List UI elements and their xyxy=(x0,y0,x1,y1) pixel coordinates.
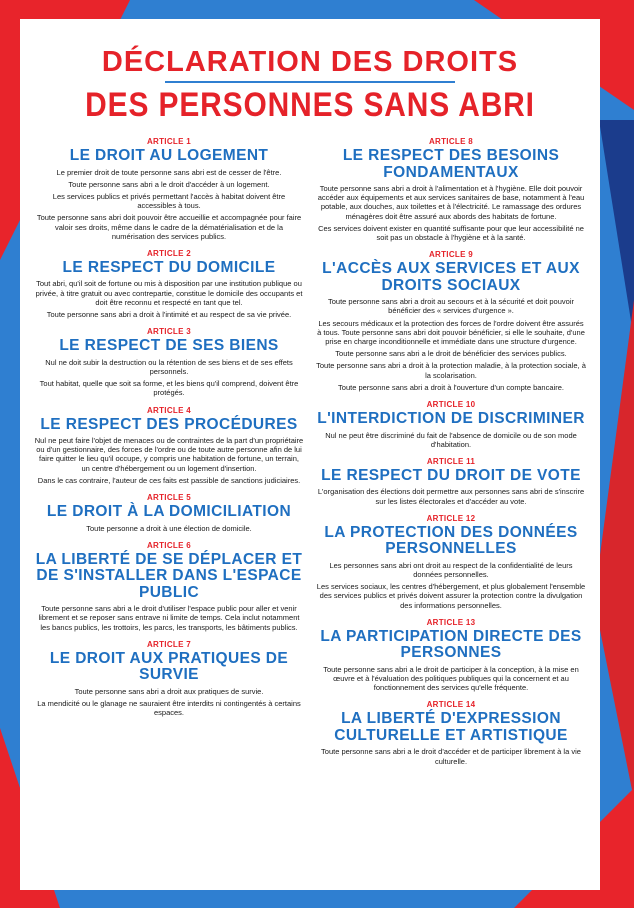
article xyxy=(316,137,586,242)
title-line-2: DES PERSONNES SANS ABRI xyxy=(85,86,535,124)
article-number: ARTICLE 7 xyxy=(146,639,192,649)
article-number: ARTICLE 3 xyxy=(146,327,192,337)
article-paragraph: Les secours médicaux et la protection des forces de l'ordre doivent être assurés à tous. Toute personne sans abri doit pouvoir bénéficier, si elle le souhaite, d'une prise en charge inconditionnelle et immédiate dans une structure d'urgence. xyxy=(317,318,585,347)
article xyxy=(34,137,304,241)
article-paragraph: Toute personne sans abri doit pouvoir être accueillie et accompagnée pour faire valoir ses droits, même dans le cadre de la dématérialisation et de la numérisation des services publics. xyxy=(36,213,302,241)
article-title: LE DROIT AUX PRATIQUES DE SURVIE xyxy=(49,649,289,684)
article xyxy=(316,250,586,392)
article-paragraph: Les services publics et privés permettant l'accès à habitat doivent être accessibles à tous. xyxy=(52,191,286,211)
article-paragraph: Les services sociaux, les centres d'hébergement, et plus globalement l'ensemble des services publics et privés doivent assurer la protection contre la divulgation des informations personnelles. xyxy=(316,582,586,610)
right-column xyxy=(316,137,586,774)
article-paragraph: Toute personne sans abri a droit aux pratiques de survie. xyxy=(74,686,264,696)
article-number: ARTICLE 2 xyxy=(146,248,192,258)
article-paragraph: Toute personne sans abri a le droit de participer à la conception, à la mise en œuvre et à l'évaluation des politiques publiques qui la concernent et au fonctionnement des services qu'elle fréquente. xyxy=(323,664,579,693)
article-title: LA LIBERTÉ D'EXPRESSION CULTURELLE ET ARTISTIQUE xyxy=(334,710,568,744)
articles-columns xyxy=(34,137,586,774)
article xyxy=(316,514,586,610)
article-paragraph: Toute personne sans abri a droit à l'ouverture d'un compte bancaire. xyxy=(338,382,564,392)
article-title: LE RESPECT DU DROIT DE VOTE xyxy=(321,466,581,484)
article-paragraph: Le premier droit de toute personne sans abri est de cesser de l'être. xyxy=(56,167,282,177)
article-paragraph: Toute personne sans abri a droit à l'intimité et au respect de sa vie privée. xyxy=(46,310,292,320)
article xyxy=(316,457,586,506)
article-number: ARTICLE 6 xyxy=(146,540,192,550)
article-title: LE RESPECT DE SES BIENS xyxy=(59,337,279,355)
article-paragraph: L'organisation des élections doit permettre aux personnes sans abri de s'inscrire sur les listes électorales et d'accéder au vote. xyxy=(317,487,585,506)
title-line-1: DÉCLARATION DES DROITS xyxy=(101,46,519,78)
article xyxy=(34,249,304,319)
article xyxy=(316,400,586,449)
article xyxy=(316,700,586,765)
article-title: LA LIBERTÉ DE SE DÉPLACER ET DE S'INSTALLER DANS L'ESPACE PUBLIC xyxy=(35,550,303,601)
article-number: ARTICLE 13 xyxy=(426,617,476,627)
article-number: ARTICLE 5 xyxy=(146,493,192,503)
article-number: ARTICLE 11 xyxy=(426,456,476,466)
left-column xyxy=(34,137,304,774)
article-paragraph: Toute personne sans abri a droit à la protection maladie, à la protection sociale, à la scolarisation. xyxy=(316,361,586,380)
article-title: LE DROIT À LA DOMICILIATION xyxy=(46,503,292,521)
article-paragraph: Toute personne a droit à une élection de domicile. xyxy=(86,523,252,533)
article-paragraph: Toute personne sans abri a le droit d'accéder à un logement. xyxy=(68,179,270,189)
article-paragraph: Les personnes sans abri ont droit au respect de la confidentialité de leurs données personnelles. xyxy=(329,560,573,580)
article-title: LE RESPECT DES PROCÉDURES xyxy=(40,415,298,433)
article-number: ARTICLE 4 xyxy=(146,405,192,415)
article-title: L'INTERDICTION DE DISCRIMINER xyxy=(317,410,585,428)
article-paragraph: Nul ne peut faire l'objet de menaces ou de contraintes de la part d'un propriétaire ou d'un gestionnaire, des forces de l'ordre ou de toute autre personne afin de lui faire quitter le lieu qu'il occupe, y compris une habitation de fortune, un terrain, un centre d'hébergement ou un logement d'insertion. xyxy=(34,436,304,473)
article xyxy=(34,406,304,486)
article-paragraph: Toute personne sans abri a droit au secours et à la sécurité et doit pouvoir bénéficier des « services d'urgence ». xyxy=(328,297,574,316)
article-paragraph: La mendicité ou le glanage ne sauraient être interdits ni contingentés à certains espaces. xyxy=(37,699,301,718)
article-paragraph: Dans le cas contraire, l'auteur de ces faits est passible de sanctions judiciaires. xyxy=(37,475,301,485)
article-paragraph: Tout habitat, quelle que soit sa forme, et les biens qu'il comprend, doivent être protégés. xyxy=(39,379,299,398)
article-paragraph: Nul ne peut être discriminé du fait de l'absence de domicile ou de son mode d'habitation. xyxy=(325,430,577,449)
article-title: LE DROIT AU LOGEMENT xyxy=(69,147,269,164)
title-divider xyxy=(165,81,455,83)
article xyxy=(34,541,304,632)
article-paragraph: Nul ne doit subir la destruction ou la rétention de ses biens et de ses effets personnels. xyxy=(45,357,293,376)
article xyxy=(34,493,304,533)
article-number: ARTICLE 14 xyxy=(426,700,476,710)
article-title: LA PROTECTION DES DONNÉES PERSONNELLES xyxy=(324,523,578,558)
background-red-shape xyxy=(594,300,634,800)
article xyxy=(316,618,586,693)
article-paragraph: Ces services doivent exister en quantité suffisante pour que leur accessibilité ne soit pas un obstacle à l'hygiène et à la santé. xyxy=(318,223,584,243)
article-title: L'ACCÈS AUX SERVICES ET AUX DROITS SOCIAUX xyxy=(322,260,580,294)
article-title: LE RESPECT DES BESOINS FONDAMENTAUX xyxy=(342,147,560,181)
article-title: LE RESPECT DU DOMICILE xyxy=(62,258,276,276)
article-paragraph: Toute personne sans abri a le droit de bénéficier des services publics. xyxy=(335,349,567,359)
article xyxy=(34,640,304,718)
article-number: ARTICLE 8 xyxy=(428,137,474,146)
article-paragraph: Toute personne sans abri a le droit d'accéder et de participer librement à la vie culturelle. xyxy=(321,747,581,766)
article-number: ARTICLE 1 xyxy=(146,137,192,146)
article-title: LA PARTICIPATION DIRECTE DES PERSONNES xyxy=(320,627,582,662)
article-number: ARTICLE 10 xyxy=(426,400,476,410)
poster-sheet xyxy=(20,19,600,890)
article-paragraph: Toute personne sans abri a le droit d'utiliser l'espace public pour aller et venir librement et se reposer sans entrave ni limite de temps. Cela inclut notamment les bancs publics, les trottoirs, les parcs, les transports, les bâtiments publics. xyxy=(38,604,300,632)
article xyxy=(34,327,304,397)
article-number: ARTICLE 9 xyxy=(428,250,474,260)
article-number: ARTICLE 12 xyxy=(426,513,476,523)
article-paragraph: Tout abri, qu'il soit de fortune ou mis à disposition par une institution publique ou privée, à titre gratuit ou avec contrepartie, constitue le domicile des occupants et doit être reconnu et respecté en tant que tel. xyxy=(35,279,303,307)
article-paragraph: Toute personne sans abri a droit à l'alimentation et à l'hygiène. Elle doit pouvoir accéder aux équipements et aux services sanitaires de base, notamment à l'eau potable, aux douches, aux toilettes et à l'électricité. Le ramassage des ordures ménagères doit être assuré aux abords des habitats de fortune. xyxy=(317,184,585,221)
